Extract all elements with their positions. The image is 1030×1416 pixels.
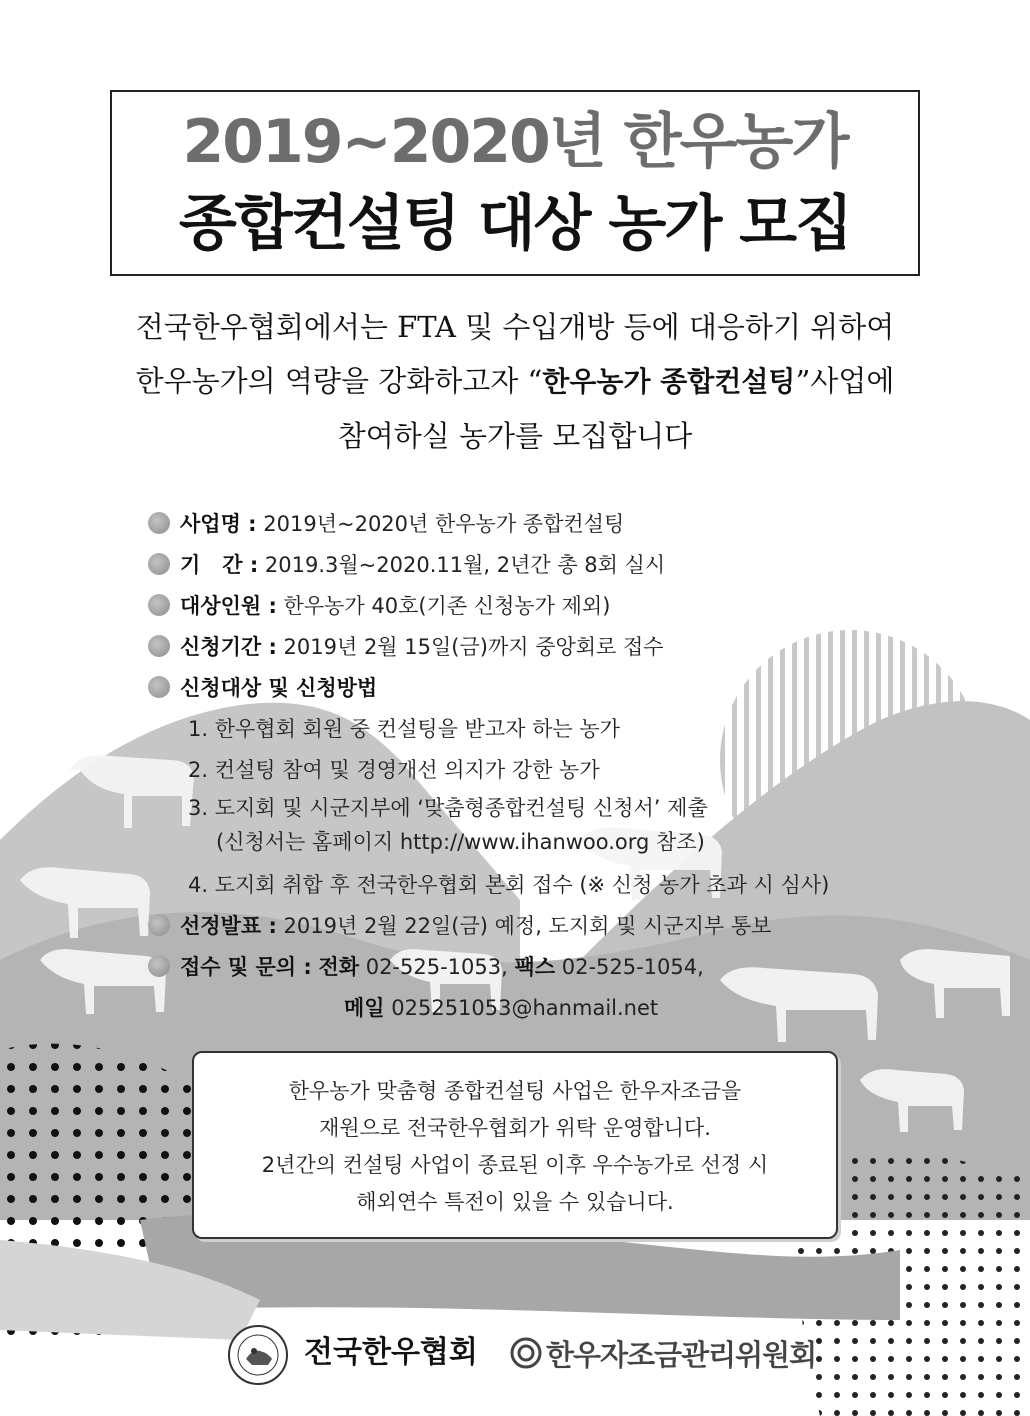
bullet-icon <box>148 914 170 936</box>
info-row-application-period <box>148 627 968 668</box>
intro-paragraph <box>60 300 970 463</box>
hanwoo-association-seal-icon <box>228 1325 288 1385</box>
bullet-icon <box>148 676 170 698</box>
title-year-line: 2019~2020년 한우농가 <box>182 107 848 177</box>
notice-box <box>192 1051 838 1239</box>
phone-label: 전화 <box>318 955 360 979</box>
step-3-note: (신청서는 홈페이지 http://www.ihanwoo.org 참조) <box>216 830 705 854</box>
bullet-icon <box>148 955 170 977</box>
step-3: 3. 도지회 및 시군지부에 ‘맞춤형종합컨설팅 신청서’ 제출 <box>188 796 708 820</box>
intro-line-3: 참여하실 농가를 모집합니다 <box>337 419 693 453</box>
intro-line-2 <box>60 354 970 409</box>
info-label: 신청대상 및 신청방법 <box>180 676 378 700</box>
intro-line-2-post: ”사업에 <box>795 364 895 398</box>
info-label: 신청기간 : <box>180 635 277 659</box>
intro-line-2-pre: 한우농가의 역량을 강화하고자 “ <box>135 364 543 398</box>
notice-line-3: 2년간의 컨설팅 사업이 종료된 이후 우수농가로 선정 시 <box>261 1153 769 1177</box>
title-box <box>110 90 920 276</box>
step-1: 1. 한우협회 회원 중 컨설팅을 받고자 하는 농가 <box>188 717 620 741</box>
bullet-icon <box>148 512 170 534</box>
info-label: 기 간 : <box>180 553 259 577</box>
info-value: 2019년~2020년 한우농가 종합컨설팅 <box>256 512 625 536</box>
info-label: 대상인원 : <box>180 594 277 618</box>
intro-line-1: 전국한우협회에서는 FTA 및 수입개방 등에 대응하기 위하여 <box>135 310 895 344</box>
notice-line-2: 재원으로 전국한우협회가 위탁 운영합니다. <box>319 1116 711 1140</box>
step-2: 2. 컨설팅 참여 및 경영개선 의지가 강한 농가 <box>188 758 600 782</box>
info-label: 접수 및 문의 : <box>180 955 312 979</box>
title-main-line: 종합컨설팅 대상 농가 모집 <box>178 189 852 259</box>
hanwoo-selfhelp-logo-icon <box>508 1335 544 1371</box>
bullet-icon <box>148 553 170 575</box>
info-row-contact <box>148 947 968 988</box>
email-address[interactable]: 025251053@hanmail.net <box>384 996 659 1020</box>
phone-number: 02-525-1053, <box>359 955 515 979</box>
info-row-announcement <box>148 906 968 947</box>
info-row-project <box>148 504 968 545</box>
info-row-target <box>148 586 968 627</box>
bullet-icon <box>148 635 170 657</box>
info-value: 2019.3월~2020.11월, 2년간 총 8회 실시 <box>258 553 666 577</box>
info-value: 한우농가 40호(기존 신청농가 제외) <box>276 594 611 618</box>
org-korea-hanwoo-association: 전국한우협회 <box>304 1335 478 1370</box>
bullet-icon <box>148 594 170 616</box>
info-value: 2019년 2월 22일(금) 예정, 도지회 및 시군지부 통보 <box>276 914 772 938</box>
step-4: 4. 도지회 취합 후 전국한우협회 본회 접수 (※ 신청 농가 초과 시 심사) <box>188 873 830 897</box>
info-row-email <box>148 988 968 1029</box>
fax-number: 02-525-1054, <box>555 955 704 979</box>
intro-program-name: 한우농가 종합컨설팅 <box>542 365 796 398</box>
info-row-period <box>148 545 968 586</box>
info-label: 선정발표 : <box>180 914 277 938</box>
org-hanwoo-selfhelp-committee: 한우자조금관리위원회 <box>546 1338 817 1372</box>
info-label: 사업명 : <box>180 512 257 536</box>
info-row-method <box>148 668 968 709</box>
email-label: 메일 <box>344 996 385 1020</box>
notice-line-1: 한우농가 맞춤형 종합컨설팅 사업은 한우자조금을 <box>288 1079 742 1103</box>
fax-label: 팩스 <box>514 955 556 979</box>
footer-logos <box>228 1325 848 1385</box>
notice-line-4: 해외연수 특전이 있을 수 있습니다. <box>356 1190 674 1214</box>
info-value: 2019년 2월 15일(금)까지 중앙회로 접수 <box>276 635 664 659</box>
info-list <box>148 504 968 1029</box>
